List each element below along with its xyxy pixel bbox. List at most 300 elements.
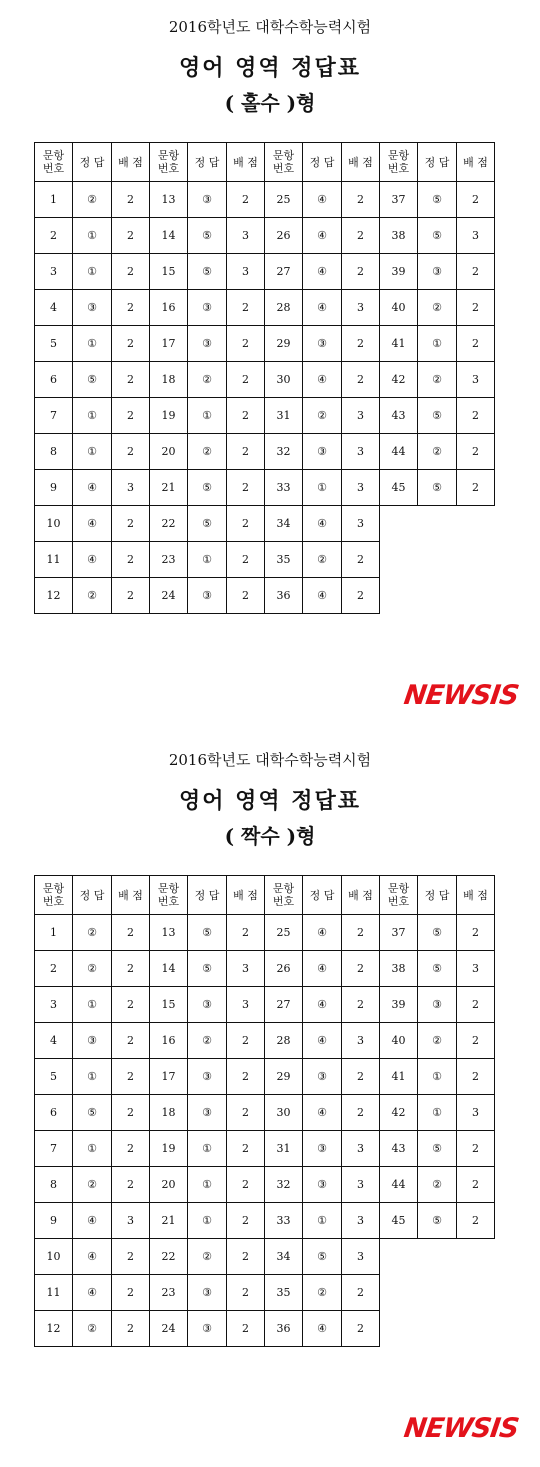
points-cell: 2	[342, 182, 380, 218]
answer-cell: ②	[188, 434, 227, 470]
header-answer: 정 답	[188, 876, 227, 915]
question-number: 23	[150, 1275, 188, 1311]
answer-cell: ①	[303, 1203, 342, 1239]
table-row	[35, 398, 495, 434]
question-number: 41	[380, 326, 418, 362]
points-cell: 3	[112, 470, 150, 506]
answer-cell: ①	[418, 1059, 457, 1095]
answer-cell: ④	[73, 1239, 112, 1275]
header-answer: 정 답	[418, 876, 457, 915]
points-cell: 2	[227, 1275, 265, 1311]
points-cell: 2	[457, 470, 495, 506]
question-number: 27	[265, 254, 303, 290]
answer-cell: ①	[418, 1095, 457, 1131]
question-number: 22	[150, 1239, 188, 1275]
points-cell: 2	[112, 1239, 150, 1275]
answer-cell: ⑤	[73, 362, 112, 398]
answer-cell: ②	[73, 1311, 112, 1347]
points-cell: 2	[112, 1275, 150, 1311]
header-answer: 정 답	[188, 143, 227, 182]
question-number: 34	[265, 1239, 303, 1275]
table-row	[35, 362, 495, 398]
answer-cell: ①	[73, 987, 112, 1023]
points-cell: 3	[227, 987, 265, 1023]
answer-cell: ③	[188, 182, 227, 218]
question-number: 9	[35, 470, 73, 506]
answer-cell: ③	[303, 434, 342, 470]
answer-cell: ①	[73, 1059, 112, 1095]
table-row	[35, 470, 495, 506]
subject-title: 영어 영역 정답표	[178, 55, 362, 81]
question-number: 40	[380, 1023, 418, 1059]
answer-cell: ④	[303, 506, 342, 542]
question-number: 10	[35, 1239, 73, 1275]
empty-cell	[418, 1239, 457, 1275]
question-number: 36	[265, 1311, 303, 1347]
answer-cell: ①	[73, 326, 112, 362]
empty-cell	[380, 578, 418, 614]
question-number: 40	[380, 290, 418, 326]
header-answer: 정 답	[303, 143, 342, 182]
answer-cell: ⑤	[418, 470, 457, 506]
answer-cell: ④	[73, 470, 112, 506]
points-cell: 2	[112, 951, 150, 987]
form-type-title: ( 홀수 )형	[224, 91, 316, 115]
question-number: 17	[150, 1059, 188, 1095]
points-cell: 3	[227, 218, 265, 254]
answer-cell: ③	[188, 987, 227, 1023]
question-number: 14	[150, 951, 188, 987]
header-answer: 정 답	[418, 143, 457, 182]
empty-cell	[457, 1239, 495, 1275]
points-cell: 2	[112, 987, 150, 1023]
points-cell: 2	[227, 362, 265, 398]
question-number: 5	[35, 326, 73, 362]
table-row	[35, 1239, 495, 1275]
points-cell: 2	[112, 1023, 150, 1059]
points-cell: 2	[227, 434, 265, 470]
points-cell: 2	[457, 915, 495, 951]
points-cell: 2	[342, 915, 380, 951]
points-cell: 2	[342, 1059, 380, 1095]
empty-cell	[380, 1311, 418, 1347]
question-number: 2	[35, 951, 73, 987]
answer-cell: ④	[73, 506, 112, 542]
question-number: 45	[380, 1203, 418, 1239]
points-cell: 3	[227, 951, 265, 987]
header-question-number: 문항 번호	[380, 143, 418, 182]
answer-table	[34, 142, 495, 614]
question-number: 20	[150, 1167, 188, 1203]
question-number: 18	[150, 1095, 188, 1131]
question-number: 26	[265, 951, 303, 987]
answer-cell: ②	[303, 1275, 342, 1311]
answer-cell: ④	[303, 1095, 342, 1131]
question-number: 9	[35, 1203, 73, 1239]
header-points: 배 점	[112, 143, 150, 182]
question-number: 23	[150, 542, 188, 578]
question-number: 35	[265, 542, 303, 578]
answer-cell: ⑤	[188, 254, 227, 290]
newsis-logo: NEWSIS	[402, 680, 521, 711]
exam-title: 2016학년도 대학수학능력시험	[168, 18, 372, 36]
points-cell: 2	[342, 1275, 380, 1311]
table-row	[35, 506, 495, 542]
points-cell: 2	[457, 1131, 495, 1167]
question-number: 30	[265, 1095, 303, 1131]
question-number: 27	[265, 987, 303, 1023]
answer-cell: ②	[73, 578, 112, 614]
points-cell: 2	[227, 1239, 265, 1275]
table-row	[35, 1275, 495, 1311]
points-cell: 2	[227, 470, 265, 506]
question-number: 13	[150, 915, 188, 951]
answer-cell: ①	[188, 542, 227, 578]
answer-cell: ③	[418, 987, 457, 1023]
points-cell: 3	[342, 434, 380, 470]
points-cell: 2	[112, 506, 150, 542]
question-number: 34	[265, 506, 303, 542]
answer-cell: ③	[303, 326, 342, 362]
table-row	[35, 182, 495, 218]
table-row	[35, 254, 495, 290]
table-row	[35, 1095, 495, 1131]
answer-cell: ②	[418, 1023, 457, 1059]
points-cell: 2	[227, 506, 265, 542]
question-number: 42	[380, 362, 418, 398]
header-question-number: 문항 번호	[35, 876, 73, 915]
answer-table	[34, 875, 495, 1347]
question-number: 1	[35, 182, 73, 218]
question-number: 6	[35, 362, 73, 398]
points-cell: 2	[227, 1203, 265, 1239]
question-number: 3	[35, 254, 73, 290]
question-number: 11	[35, 1275, 73, 1311]
answer-cell: ④	[303, 1023, 342, 1059]
question-number: 38	[380, 218, 418, 254]
points-cell: 3	[342, 470, 380, 506]
points-cell: 2	[227, 542, 265, 578]
question-number: 29	[265, 326, 303, 362]
points-cell: 2	[112, 254, 150, 290]
empty-cell	[418, 542, 457, 578]
points-cell: 2	[227, 1023, 265, 1059]
points-cell: 3	[342, 1023, 380, 1059]
points-cell: 2	[457, 182, 495, 218]
answer-cell: ⑤	[188, 470, 227, 506]
question-number: 43	[380, 398, 418, 434]
points-cell: 2	[457, 434, 495, 470]
question-number: 1	[35, 915, 73, 951]
points-cell: 2	[457, 987, 495, 1023]
question-number: 36	[265, 578, 303, 614]
table-row	[35, 218, 495, 254]
points-cell: 2	[457, 326, 495, 362]
points-cell: 2	[342, 987, 380, 1023]
points-cell: 2	[342, 218, 380, 254]
answer-cell: ①	[73, 1131, 112, 1167]
question-number: 30	[265, 362, 303, 398]
question-number: 35	[265, 1275, 303, 1311]
question-number: 44	[380, 1167, 418, 1203]
points-cell: 2	[227, 326, 265, 362]
answer-cell: ⑤	[73, 1095, 112, 1131]
answer-cell: ③	[303, 1167, 342, 1203]
points-cell: 2	[227, 398, 265, 434]
answer-cell: ④	[303, 1311, 342, 1347]
answer-cell: ⑤	[418, 218, 457, 254]
question-number: 4	[35, 290, 73, 326]
header-points: 배 점	[457, 143, 495, 182]
answer-cell: ③	[73, 1023, 112, 1059]
points-cell: 3	[227, 254, 265, 290]
points-cell: 2	[457, 398, 495, 434]
points-cell: 3	[342, 506, 380, 542]
answer-cell: ③	[73, 290, 112, 326]
points-cell: 2	[227, 182, 265, 218]
points-cell: 2	[227, 578, 265, 614]
header-question-number: 문항 번호	[380, 876, 418, 915]
question-number: 2	[35, 218, 73, 254]
table-row	[35, 326, 495, 362]
question-number: 8	[35, 1167, 73, 1203]
question-number: 24	[150, 578, 188, 614]
question-number: 39	[380, 254, 418, 290]
question-number: 21	[150, 470, 188, 506]
points-cell: 2	[112, 1167, 150, 1203]
header-question-number: 문항 번호	[150, 876, 188, 915]
question-number: 5	[35, 1059, 73, 1095]
table-row	[35, 987, 495, 1023]
answer-cell: ①	[73, 398, 112, 434]
points-cell: 2	[227, 290, 265, 326]
points-cell: 2	[112, 1311, 150, 1347]
question-number: 37	[380, 915, 418, 951]
question-number: 39	[380, 987, 418, 1023]
question-number: 33	[265, 470, 303, 506]
question-number: 14	[150, 218, 188, 254]
points-cell: 3	[342, 290, 380, 326]
header-points: 배 점	[112, 876, 150, 915]
points-cell: 2	[457, 1167, 495, 1203]
form-type-title: ( 짝수 )형	[224, 824, 316, 848]
answer-cell: ④	[73, 1203, 112, 1239]
answer-cell: ④	[303, 218, 342, 254]
answer-cell: ⑤	[188, 218, 227, 254]
question-number: 33	[265, 1203, 303, 1239]
points-cell: 2	[342, 578, 380, 614]
question-number: 13	[150, 182, 188, 218]
question-number: 20	[150, 434, 188, 470]
empty-cell	[380, 542, 418, 578]
points-cell: 2	[227, 1311, 265, 1347]
question-number: 19	[150, 1131, 188, 1167]
points-cell: 2	[342, 1311, 380, 1347]
answer-cell: ⑤	[418, 1131, 457, 1167]
answer-cell: ③	[188, 1059, 227, 1095]
answer-cell: ②	[188, 1239, 227, 1275]
question-number: 16	[150, 1023, 188, 1059]
question-number: 6	[35, 1095, 73, 1131]
newsis-logo: NEWSIS	[402, 1413, 521, 1444]
question-number: 24	[150, 1311, 188, 1347]
points-cell: 3	[457, 218, 495, 254]
answer-cell: ②	[303, 542, 342, 578]
question-number: 15	[150, 987, 188, 1023]
answer-cell: ③	[188, 290, 227, 326]
points-cell: 3	[457, 1095, 495, 1131]
table-row	[35, 434, 495, 470]
table-row	[35, 1203, 495, 1239]
points-cell: 2	[342, 254, 380, 290]
answer-cell: ①	[188, 1167, 227, 1203]
points-cell: 2	[112, 434, 150, 470]
question-number: 28	[265, 1023, 303, 1059]
header-points: 배 점	[457, 876, 495, 915]
answer-cell: ④	[303, 987, 342, 1023]
points-cell: 3	[342, 1203, 380, 1239]
question-number: 26	[265, 218, 303, 254]
table-row	[35, 1131, 495, 1167]
points-cell: 2	[342, 326, 380, 362]
question-number: 37	[380, 182, 418, 218]
header-answer: 정 답	[73, 876, 112, 915]
answer-cell: ③	[188, 1095, 227, 1131]
points-cell: 2	[227, 915, 265, 951]
answer-cell: ⑤	[418, 915, 457, 951]
question-number: 12	[35, 578, 73, 614]
question-number: 15	[150, 254, 188, 290]
points-cell: 2	[112, 362, 150, 398]
empty-cell	[418, 578, 457, 614]
answer-cell: ②	[418, 434, 457, 470]
question-number: 42	[380, 1095, 418, 1131]
header-points: 배 점	[342, 876, 380, 915]
points-cell: 2	[342, 362, 380, 398]
points-cell: 2	[457, 254, 495, 290]
points-cell: 3	[457, 362, 495, 398]
points-cell: 2	[112, 182, 150, 218]
question-number: 29	[265, 1059, 303, 1095]
answer-cell: ①	[188, 1131, 227, 1167]
answer-cell: ②	[73, 951, 112, 987]
points-cell: 2	[227, 1059, 265, 1095]
question-number: 21	[150, 1203, 188, 1239]
empty-cell	[457, 1311, 495, 1347]
question-number: 25	[265, 182, 303, 218]
points-cell: 3	[112, 1203, 150, 1239]
answer-cell: ④	[303, 578, 342, 614]
points-cell: 2	[112, 1131, 150, 1167]
empty-cell	[380, 1275, 418, 1311]
header-question-number: 문항 번호	[35, 143, 73, 182]
points-cell: 3	[342, 1167, 380, 1203]
answer-cell: ②	[188, 362, 227, 398]
points-cell: 2	[227, 1095, 265, 1131]
header-question-number: 문항 번호	[150, 143, 188, 182]
exam-title: 2016학년도 대학수학능력시험	[168, 751, 372, 769]
points-cell: 2	[342, 1095, 380, 1131]
header-answer: 정 답	[73, 143, 112, 182]
points-cell: 3	[342, 1239, 380, 1275]
answer-cell: ⑤	[418, 398, 457, 434]
empty-cell	[418, 1311, 457, 1347]
table-row	[35, 951, 495, 987]
table-row	[35, 542, 495, 578]
answer-cell: ②	[418, 290, 457, 326]
answer-cell: ③	[303, 1059, 342, 1095]
question-number: 18	[150, 362, 188, 398]
empty-cell	[457, 1275, 495, 1311]
points-cell: 2	[227, 1167, 265, 1203]
answer-cell: ③	[188, 578, 227, 614]
points-cell: 2	[112, 290, 150, 326]
answer-cell: ①	[73, 254, 112, 290]
answer-cell: ②	[418, 362, 457, 398]
points-cell: 2	[227, 1131, 265, 1167]
answer-cell: ④	[73, 542, 112, 578]
question-number: 45	[380, 470, 418, 506]
header-points: 배 점	[227, 143, 265, 182]
points-cell: 2	[112, 1059, 150, 1095]
empty-cell	[380, 1239, 418, 1275]
question-number: 32	[265, 1167, 303, 1203]
question-number: 44	[380, 434, 418, 470]
answer-cell: ③	[418, 254, 457, 290]
table-row	[35, 1023, 495, 1059]
points-cell: 3	[342, 1131, 380, 1167]
answer-cell: ③	[303, 1131, 342, 1167]
points-cell: 3	[342, 398, 380, 434]
table-row	[35, 1167, 495, 1203]
question-number: 38	[380, 951, 418, 987]
answer-cell: ②	[418, 1167, 457, 1203]
question-number: 4	[35, 1023, 73, 1059]
header-question-number: 문항 번호	[265, 876, 303, 915]
question-number: 28	[265, 290, 303, 326]
question-number: 17	[150, 326, 188, 362]
question-number: 41	[380, 1059, 418, 1095]
answer-cell: ①	[73, 218, 112, 254]
answer-cell: ⑤	[418, 182, 457, 218]
points-cell: 2	[112, 1095, 150, 1131]
points-cell: 2	[457, 1023, 495, 1059]
answer-cell: ⑤	[418, 951, 457, 987]
answer-cell: ④	[303, 290, 342, 326]
table-row	[35, 290, 495, 326]
table-row	[35, 1311, 495, 1347]
answer-cell: ⑤	[303, 1239, 342, 1275]
table-row	[35, 1059, 495, 1095]
question-number: 43	[380, 1131, 418, 1167]
header-question-number: 문항 번호	[265, 143, 303, 182]
question-number: 7	[35, 398, 73, 434]
answer-cell: ③	[188, 1275, 227, 1311]
empty-cell	[457, 542, 495, 578]
points-cell: 2	[112, 915, 150, 951]
answer-cell: ①	[73, 434, 112, 470]
header-points: 배 점	[227, 876, 265, 915]
answer-cell: ④	[303, 362, 342, 398]
question-number: 25	[265, 915, 303, 951]
points-cell: 2	[112, 326, 150, 362]
question-number: 31	[265, 398, 303, 434]
question-number: 12	[35, 1311, 73, 1347]
points-cell: 2	[112, 578, 150, 614]
points-cell: 2	[457, 290, 495, 326]
answer-cell: ②	[303, 398, 342, 434]
question-number: 31	[265, 1131, 303, 1167]
